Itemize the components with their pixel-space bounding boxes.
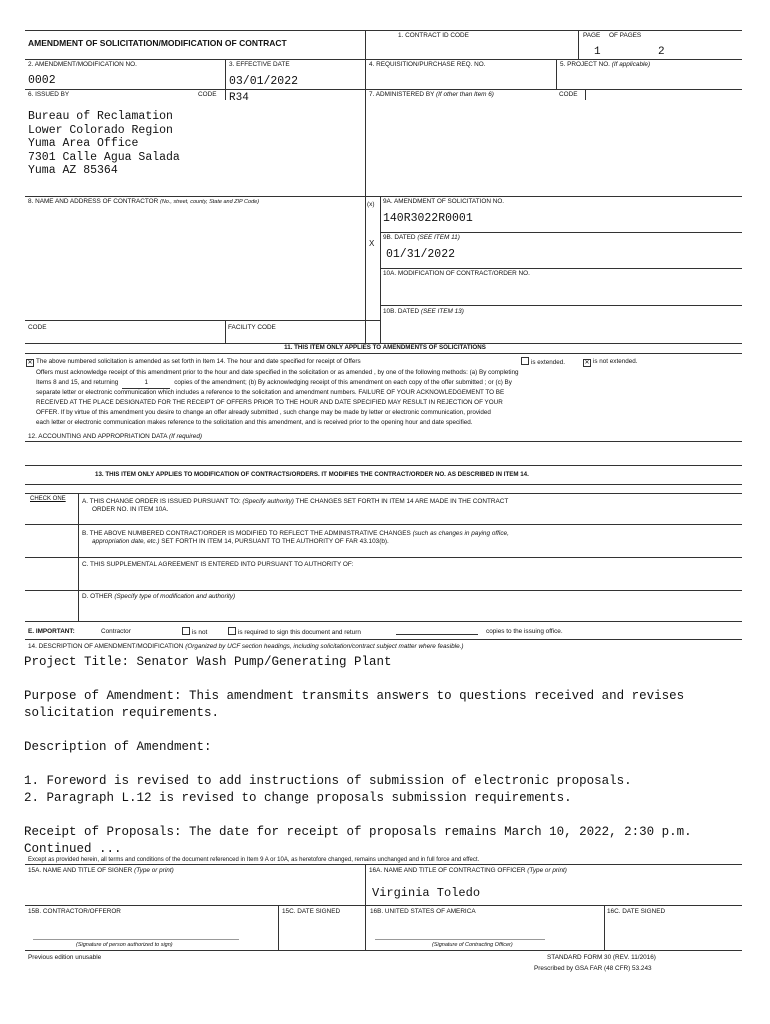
req-no-label: 4. REQUISITION/PURCHASE REQ. NO. bbox=[369, 61, 486, 68]
of-pages-value: 2 bbox=[658, 46, 665, 58]
item13c-line: C. THIS SUPPLEMENTAL AGREEMENT IS ENTERED INTO PURSUANT TO AUTHORITY OF: bbox=[82, 561, 354, 568]
item13-title: 13. THIS ITEM ONLY APPLIES TO MODIFICATION OF CONTRACTS/ORDERS. IT MODIFIES THE CONTRACT/ORDER NO. AS DESCRIBED IN ITEM 14. bbox=[95, 471, 529, 478]
item13d-line: D. OTHER (Specify type of modification and authority) bbox=[82, 593, 236, 600]
rule bbox=[225, 320, 226, 343]
issuer-address-line: Yuma AZ 85364 bbox=[28, 164, 118, 177]
description-line bbox=[24, 722, 692, 739]
rule bbox=[25, 484, 742, 485]
description-line: Project Title: Senator Wash Pump/Generating Plant bbox=[24, 655, 392, 669]
copies-count: 1 bbox=[122, 378, 170, 389]
checked-box-icon[interactable]: ✕ bbox=[27, 360, 33, 366]
description-line bbox=[24, 756, 692, 773]
rule bbox=[604, 905, 605, 950]
rule bbox=[25, 493, 742, 494]
contractor-label: 8. NAME AND ADDRESS OF CONTRACTOR (No., street, county, State and ZIP Code) bbox=[28, 198, 260, 205]
effective-date-label: 3. EFFECTIVE DATE bbox=[229, 61, 290, 68]
signature-line bbox=[375, 939, 545, 940]
description-line: Continued ... bbox=[24, 842, 122, 856]
description-line: Receipt of Proposals: The date for receipt of proposals remains March 10, 2022, 2:30 p.m. bbox=[24, 825, 692, 839]
rule bbox=[78, 493, 79, 621]
admin-by-label: 7. ADMINISTERED BY (If other than Item 6) bbox=[369, 91, 494, 98]
contractor-word: Contractor bbox=[101, 628, 131, 635]
item16c-label: 16C. DATE SIGNED bbox=[607, 908, 666, 915]
description-line: Description of Amendment: bbox=[24, 740, 212, 754]
item16b-label: 16B. UNITED STATES OF AMERICA bbox=[370, 908, 476, 915]
effective-date-value: 03/01/2022 bbox=[229, 75, 299, 88]
signature-officer-caption: (Signature of Contracting Officer) bbox=[432, 942, 513, 948]
admin-code-label: CODE bbox=[559, 91, 578, 98]
item11-line: Offers must acknowledge receipt of this amendment prior to the hour and date specified in the solicitation or as amended , by one of the following methods: (a) By completing bbox=[36, 369, 519, 376]
rule bbox=[25, 465, 742, 466]
copies-line bbox=[396, 634, 478, 635]
rule bbox=[25, 524, 742, 525]
standard-form: STANDARD FORM 30 (REV. 11/2016) bbox=[547, 954, 656, 961]
issuer-address-line: Lower Colorado Region bbox=[28, 123, 173, 137]
prescribed-by: Prescribed by GSA FAR (48 CFR) 53.243 bbox=[534, 965, 652, 972]
page-value: 1 bbox=[594, 46, 601, 58]
item9b-label: 9B. DATED (SEE ITEM 11) bbox=[383, 234, 460, 241]
description-line: 1. Foreword is revised to add instructions of submission of electronic proposals. bbox=[24, 774, 632, 788]
rule bbox=[25, 89, 742, 90]
code-bottom-label: CODE bbox=[28, 324, 47, 331]
is-not-option[interactable]: is not bbox=[182, 627, 207, 637]
issued-code-value: R34 bbox=[229, 92, 249, 104]
x-mark: X bbox=[369, 239, 375, 248]
is-required-option[interactable]: is required to sign this document and return bbox=[228, 627, 361, 637]
item10a-label: 10A. MODIFICATION OF CONTRACT/ORDER NO. bbox=[383, 270, 530, 277]
facility-code-label: FACILITY CODE bbox=[228, 324, 276, 331]
item11-title: 11. THIS ITEM ONLY APPLIES TO AMENDMENTS OF SOLICITATIONS bbox=[284, 344, 486, 351]
rule bbox=[25, 196, 742, 197]
rule bbox=[380, 305, 742, 306]
rule bbox=[25, 639, 742, 640]
rule bbox=[25, 353, 742, 354]
rule bbox=[556, 59, 557, 89]
rule bbox=[380, 232, 742, 233]
item11-line: RECEIVED AT THE PLACE DESIGNATED FOR THE RECEIPT OF OFFERS PRIOR TO THE HOUR AND DATE SPECIFIED MAY RESULT IN REJECTION OF YOUR bbox=[36, 399, 503, 406]
issued-code-label: CODE bbox=[198, 91, 217, 98]
rule bbox=[25, 864, 742, 865]
copies-to-text: copies to the issuing office. bbox=[486, 628, 563, 635]
description-text bbox=[24, 654, 692, 858]
check-one-label: CHECK ONE bbox=[30, 496, 66, 502]
checked-box-icon: ✕ bbox=[584, 360, 590, 366]
item11-line: ✕ The above numbered solicitation is amended as set forth in Item 14. The hour and date specified for receipt of Offers bbox=[27, 358, 361, 366]
item16a-label: 16A. NAME AND TITLE OF CONTRACTING OFFICER (Type or print) bbox=[369, 867, 567, 874]
issuer-address-line: 7301 Calle Agua Salada bbox=[28, 150, 180, 164]
rule bbox=[25, 621, 742, 622]
signature-line bbox=[33, 939, 239, 940]
item9b-value: 01/31/2022 bbox=[386, 248, 456, 261]
checkbox-icon bbox=[182, 627, 190, 635]
description-line: 2. Paragraph L.12 is revised to change proposals submission requirements. bbox=[24, 791, 572, 805]
of-pages-label: OF PAGES bbox=[609, 32, 642, 39]
description-line: Purpose of Amendment: This amendment transmits answers to questions received and revises bbox=[24, 689, 685, 703]
rule bbox=[578, 30, 579, 59]
is-extended-option[interactable]: is extended. bbox=[521, 357, 565, 368]
x-label: (x) bbox=[367, 201, 375, 208]
rule bbox=[585, 89, 586, 100]
rule bbox=[225, 89, 226, 100]
rule bbox=[278, 905, 279, 950]
rule bbox=[25, 590, 742, 591]
rule bbox=[25, 441, 742, 442]
rule bbox=[25, 59, 742, 60]
amend-no-value: 0002 bbox=[28, 74, 56, 87]
item10b-label: 10B. DATED (SEE ITEM 13) bbox=[383, 308, 464, 315]
checkbox-icon bbox=[228, 627, 236, 635]
rule bbox=[25, 950, 742, 951]
issuer-address bbox=[28, 110, 180, 178]
rule bbox=[25, 30, 742, 31]
item14-label: 14. DESCRIPTION OF AMENDMENT/MODIFICATION (Organized by UCF section headings, including solicitation/contract subject matter where feasible.) bbox=[28, 643, 464, 650]
item13b-line: appropriation date, etc.) SET FORTH IN ITEM 14, PURSUANT TO THE AUTHORITY OF FAR 43.103(b). bbox=[92, 538, 389, 545]
item15c-label: 15C. DATE SIGNED bbox=[282, 908, 341, 915]
item13b-line: B. THE ABOVE NUMBERED CONTRACT/ORDER IS MODIFIED TO REFLECT THE ADMINISTRATIVE CHANGES (such as changes in paying office, bbox=[82, 530, 509, 537]
item11-line: each letter or electronic communication makes reference to the solicitation and this amendment, and is received prior to the opening hour and date specified. bbox=[36, 419, 473, 426]
amend-no-label: 2. AMENDMENT/MODIFICATION NO. bbox=[28, 61, 137, 68]
item9a-value: 140R3022R0001 bbox=[383, 212, 473, 225]
rule bbox=[365, 59, 366, 343]
rule bbox=[225, 59, 226, 89]
issuer-address-line: Yuma Area Office bbox=[28, 137, 139, 150]
item11-line: separate letter or electronic communication which includes a reference to the solicitation and amendment numbers. FAILURE OF YOUR ACKNOWLEDGEMENT TO BE bbox=[36, 389, 505, 396]
item11-line: Items 8 and 15, and returning 1 copies of the amendment; (b) By acknowledging receipt of this amendment on each copy of the offer submitted ; or (c) By bbox=[36, 378, 512, 389]
item12-label: 12. ACCOUNTING AND APPROPRIATION DATA (If required) bbox=[28, 433, 203, 440]
rule bbox=[25, 320, 380, 321]
is-not-extended-option[interactable]: ✕ is not extended. bbox=[584, 358, 638, 366]
rule bbox=[380, 268, 742, 269]
item15b-label: 15B. CONTRACTOR/OFFEROR bbox=[28, 908, 121, 915]
project-no-label: 5. PROJECT NO. (If applicable) bbox=[560, 61, 651, 68]
item15a-label: 15A. NAME AND TITLE OF SIGNER (Type or print) bbox=[28, 867, 174, 874]
item9a-label: 9A. AMENDMENT OF SOLICITATION NO. bbox=[383, 198, 505, 205]
page-label: PAGE bbox=[583, 32, 601, 39]
checkbox-icon bbox=[521, 357, 529, 365]
rule bbox=[365, 30, 366, 59]
officer-name: Virginia Toledo bbox=[372, 886, 481, 900]
item13a-line: ORDER NO. IN ITEM 10A. bbox=[92, 506, 169, 513]
rule bbox=[25, 557, 742, 558]
issued-by-label: 6. ISSUED BY bbox=[28, 91, 70, 98]
except-text: Except as provided herein, all terms and conditions of the document referenced in Item 9 A or 10A, as heretofore changed, remains unchanged and in full force and effect. bbox=[28, 857, 480, 863]
previous-edition: Previous edition unusable bbox=[28, 954, 102, 961]
rule bbox=[25, 905, 742, 906]
issuer-address-line: Bureau of Reclamation bbox=[28, 110, 173, 123]
description-line bbox=[24, 807, 692, 824]
form-title: AMENDMENT OF SOLICITATION/MODIFICATION OF CONTRACT bbox=[28, 38, 287, 48]
rule bbox=[365, 864, 366, 950]
item11-line: OFFER. If by virtue of this amendment you desire to change an offer already submitted , such change may be made by letter or electronic communication, provided bbox=[36, 409, 491, 416]
description-line: solicitation requirements. bbox=[24, 706, 220, 720]
contract-id-label: 1. CONTRACT ID CODE bbox=[398, 32, 469, 39]
description-line bbox=[24, 671, 692, 688]
important-label: E. IMPORTANT: bbox=[28, 628, 75, 635]
rule bbox=[380, 196, 381, 343]
signature-person-caption: (Signature of person authorized to sign) bbox=[76, 942, 173, 948]
item13a-line: A. THIS CHANGE ORDER IS ISSUED PURSUANT TO: (Specify authority) THE CHANGES SET FORTH IN ITEM 14 ARE MADE IN THE CONTRACT bbox=[82, 498, 509, 505]
